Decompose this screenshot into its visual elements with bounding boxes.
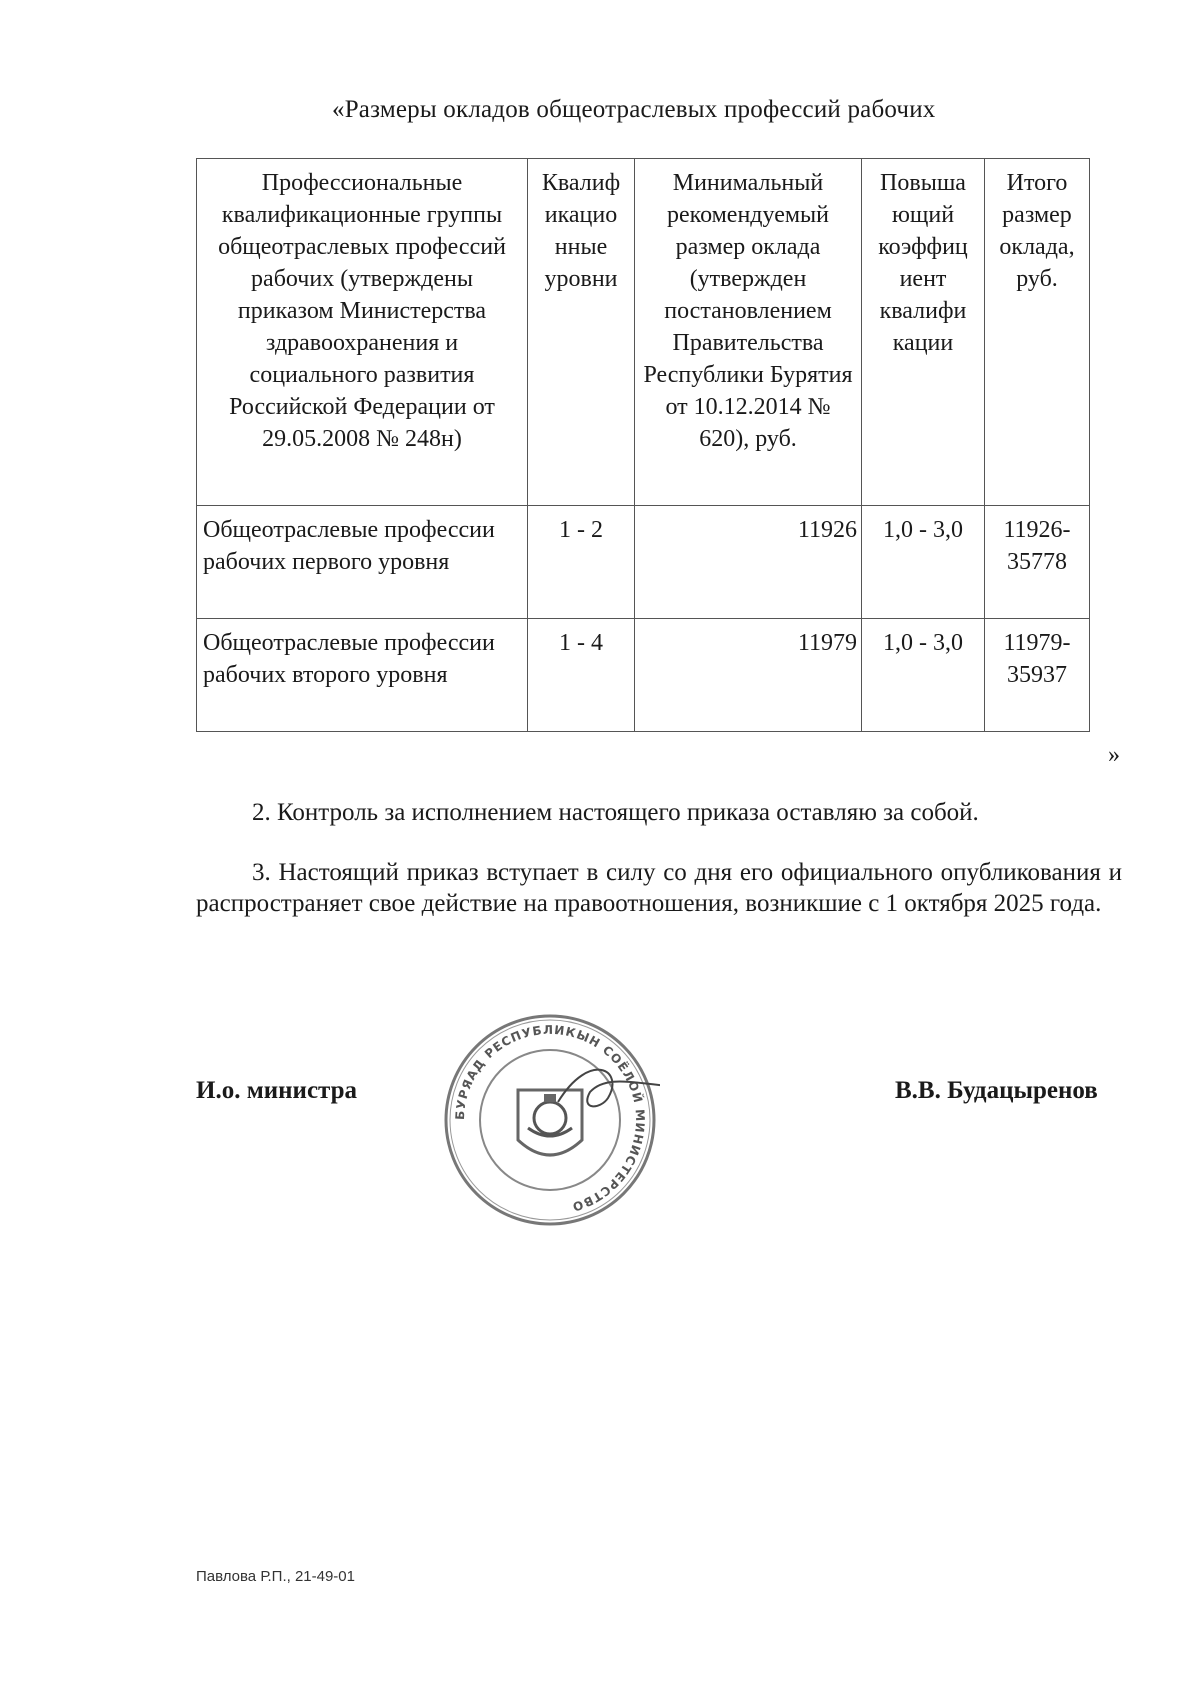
official-seal-stamp	[440, 1010, 660, 1230]
header-total: Итого размер оклада, руб.	[985, 159, 1090, 506]
cell-total: 11979- 35937	[985, 619, 1090, 732]
cell-levels: 1 - 2	[528, 506, 635, 619]
cell-coefficient: 1,0 - 3,0	[862, 506, 985, 619]
table-row	[197, 619, 1090, 732]
header-levels: Квалиф икацио нные уровни	[528, 159, 635, 506]
footer-contact: Павлова Р.П., 21-49-01	[196, 1568, 355, 1585]
salary-table	[196, 158, 1090, 732]
table-header-row	[197, 159, 1090, 506]
cell-levels: 1 - 4	[528, 619, 635, 732]
seal-text: БУРЯАД РЕСПУБЛИКЫН СОЁЛОЙ МИНИСТЕРСТВО	[452, 1022, 648, 1215]
cell-coefficient: 1,0 - 3,0	[862, 619, 985, 732]
coat-of-arms-icon	[518, 1090, 582, 1155]
cell-min-salary: 11979	[635, 619, 862, 732]
cell-total: 11926- 35778	[985, 506, 1090, 619]
header-group: Профессиональные квалификационные группы общеотраслевых профессий рабочих (утверждены приказом Министерства здравоохранения и социального развития Российской Федерации от 29.05.2008 № 248н)	[197, 159, 528, 506]
signatory-position: И.о. министра	[196, 1077, 358, 1104]
header-coefficient: Повыша ющий коэффиц иент квалифи кации	[862, 159, 985, 506]
cell-group: Общеотраслевые профессии рабочих второго уровня	[197, 619, 528, 732]
table-title: «Размеры окладов общеотраслевых профессий рабочих	[332, 96, 936, 123]
signatory-name: В.В. Будацыренов	[895, 1077, 1098, 1104]
paragraph-3: 3. Настоящий приказ вступает в силу со дня его официального опубликования и распространяет свое действие на правоотношения, возникшие с 1 октября 2025 года.	[196, 859, 1122, 917]
paragraph-2: 2. Контроль за исполнением настоящего приказа оставляю за собой.	[252, 799, 979, 826]
cell-min-salary: 11926	[635, 506, 862, 619]
closing-quote: »	[1108, 742, 1120, 768]
table-row	[197, 506, 1090, 619]
header-min-salary: Минимальный рекомендуемый размер оклада (утвержден постановлением Правительства Республики Бурятия от 10.12.2014 № 620), руб.	[635, 159, 862, 506]
cell-group: Общеотраслевые профессии рабочих первого уровня	[197, 506, 528, 619]
